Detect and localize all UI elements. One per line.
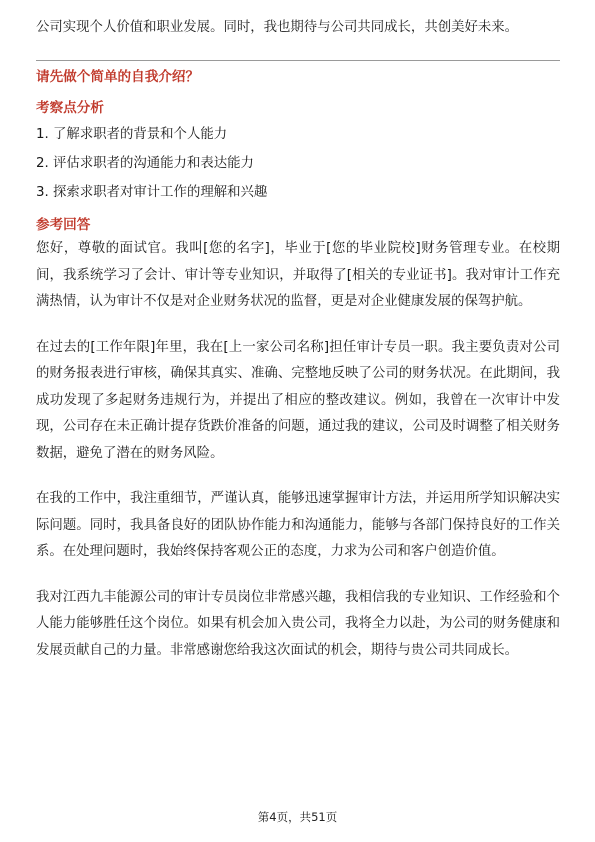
question-title: 请先做个简单的自我介绍？ [36,69,200,85]
answer-paragraph: 我对江西九丰能源公司的审计专员岗位非常感兴趣，我相信我的专业知识、工作经验和个人能力能够胜任这个岗位。如果有机会加入贵公司，我将全力以赴，为公司的财务健康和发展贡献自己的力量。非常感谢您给我这次面试的机会，期待与贵公司共同成长。 [36,589,560,658]
analysis-heading: 考察点分析 [36,100,104,116]
answer-body [36,236,560,664]
section-divider [36,60,560,61]
intro-tail-text: 公司实现个人价值和职业发展。同时，我也期待与公司共同成长，共创美好未来。 [36,20,519,35]
page-number: 第4页，共51页 [257,810,338,824]
answer-paragraph: 在我的工作中，我注重细节，严谨认真，能够迅速掌握审计方法，并运用所学知识解决实际问题。同时，我具备良好的团队协作能力和沟通能力，能够与各部门保持良好的工作关系。在处理问题时，我始终保持客观公正的态度，力求为公司和客户创造价值。 [36,491,560,559]
list-item: 2. 评估求职者的沟通能力和表达能力 [36,156,254,171]
analysis-list [36,120,560,207]
list-item: 1. 了解求职者的背景和个人能力 [36,127,228,142]
answer-heading: 参考回答 [36,217,91,233]
answer-paragraph: 您好，尊敬的面试官。我叫[您的名字]，毕业于[您的毕业院校]财务管理专业。在校期间，我系统学习了会计、审计等专业知识，并取得了[相关的专业证书]。我对审计工作充满热情，认为审计不仅是对企业财务状况的监督，更是对企业健康发展的保驾护航。 [36,241,560,309]
answer-paragraph: 在过去的[工作年限]年里，我在[上一家公司名称]担任审计专员一职。我主要负责对公司的财务报表进行审核，确保其真实、准确、完整地反映了公司的财务状况。在此期间，我成功发现了多起财务违规行为，并提出了相应的整改建议。例如，我曾在一次审计中发现，公司存在未正确计提存货跌价准备的问题，通过我的建议，公司及时调整了相关财务数据，避免了潜在的财务风险。 [36,339,560,461]
list-item: 3. 探索求职者对审计工作的理解和兴趣 [36,185,268,200]
